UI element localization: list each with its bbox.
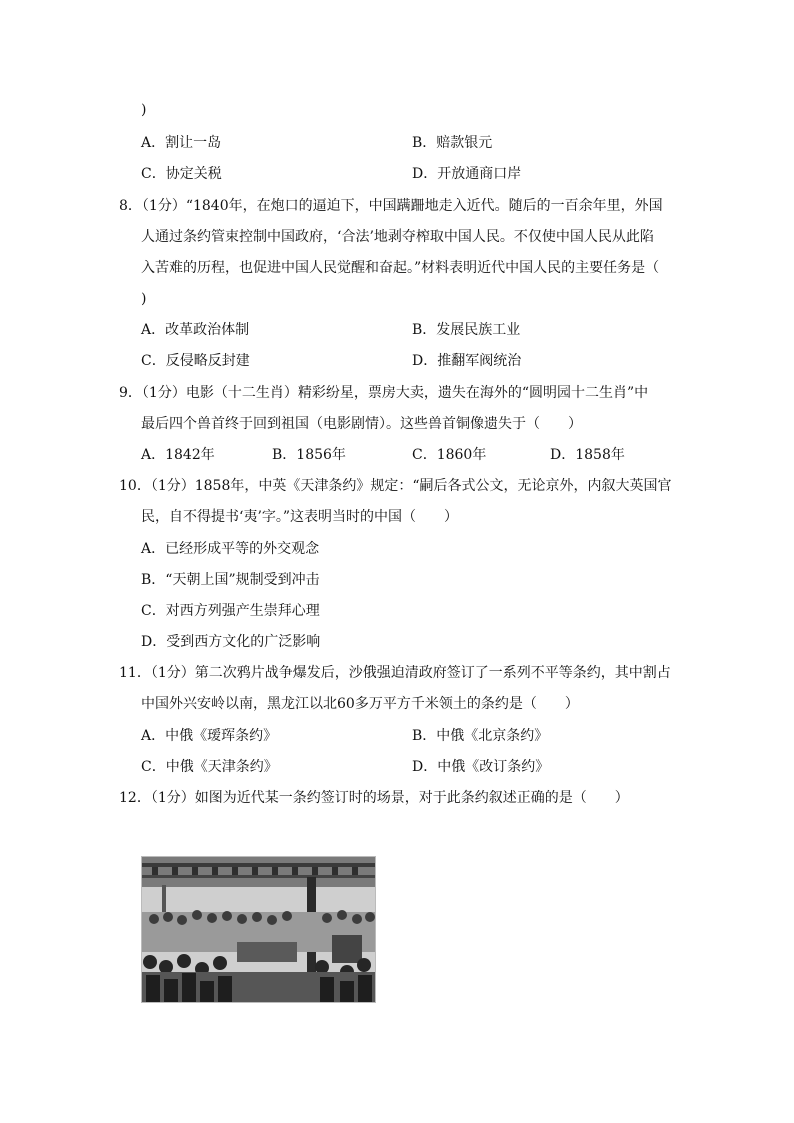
q12-stem-line-1: 12．（1分）如图为近代某一条约签订时的场景，对于此条约叙述正确的是（ ）: [119, 790, 629, 806]
q11-stem-line-1: 11．（1分）第二次鸦片战争爆发后，沙俄强迫清政府签订了一系列不平等条约，其中割占: [119, 665, 671, 681]
q7-stem-tail: ): [141, 102, 147, 118]
treaty-signing-photo: [141, 856, 376, 1003]
q9-option-b: B．1856年: [272, 447, 346, 463]
q7-option-a: A．割让一岛: [141, 135, 222, 151]
q9-option-a: A．1842年: [141, 447, 215, 463]
q7-option-c: C．协定关税: [141, 166, 222, 182]
q9-stem-line-2: 最后四个兽首终于回到祖国（电影剧情）。这些兽首铜像遗失于（ ）: [141, 416, 582, 432]
q8-option-c: C．反侵略反封建: [141, 353, 250, 369]
q10-option-d: D．受到西方文化的广泛影响: [141, 634, 321, 650]
q10-stem-line-2: 民，自不得提书‘夷’字。”这表明当时的中国（ ）: [141, 509, 459, 525]
q8-stem-line-2: 人通过条约管束控制中国政府，‘合法’地剥夺榨取中国人民。不仅使中国人民从此陷: [141, 229, 654, 245]
q8-stem-line-3: 入苦难的历程，也促进中国人民觉醒和奋起。”材料表明近代中国人民的主要任务是（: [141, 260, 660, 276]
q8-option-b: B．发展民族工业: [412, 322, 521, 338]
q9-option-d: D．1858年: [550, 447, 625, 463]
q9-stem-line-1: 9．（1分）电影（十二生肖）精彩纷星，票房大卖，遗失在海外的“圆明园十二生肖”中: [119, 385, 649, 401]
q10-option-b: B．“天朝上国”规制受到冲击: [141, 572, 320, 588]
q9-option-c: C．1860年: [412, 447, 487, 463]
q11-option-c: C．中俄《天津条约》: [141, 759, 278, 775]
q11-option-a: A．中俄《瑷珲条约》: [141, 728, 278, 744]
q10-stem-line-1: 10．（1分）1858年，中英《天津条约》规定：“嗣后各式公文，无论京外，内叙大英国官: [119, 478, 672, 494]
q8-option-d: D．推翻军阀统治: [412, 353, 522, 369]
q10-option-c: C．对西方列强产生崇拜心理: [141, 603, 320, 619]
q7-option-d: D．开放通商口岸: [412, 166, 522, 182]
q8-stem-line-4: ): [141, 291, 147, 307]
q8-stem-line-1: 8．（1分）“1840年，在炮口的逼迫下，中国蹒跚地走入近代。随后的一百余年里，外国: [119, 198, 663, 214]
q8-option-a: A．改革政治体制: [141, 322, 250, 338]
q11-option-b: B．中俄《北京条约》: [412, 728, 549, 744]
treaty-signing-engraving: [142, 857, 375, 1002]
q11-option-d: D．中俄《改订条约》: [412, 759, 550, 775]
q10-option-a: A．已经形成平等的外交观念: [141, 541, 320, 557]
q11-stem-line-2: 中国外兴安岭以南，黑龙江以北60多万平方千米领土的条约是（ ）: [141, 696, 579, 712]
q7-option-b: B．赔款银元: [412, 135, 493, 151]
